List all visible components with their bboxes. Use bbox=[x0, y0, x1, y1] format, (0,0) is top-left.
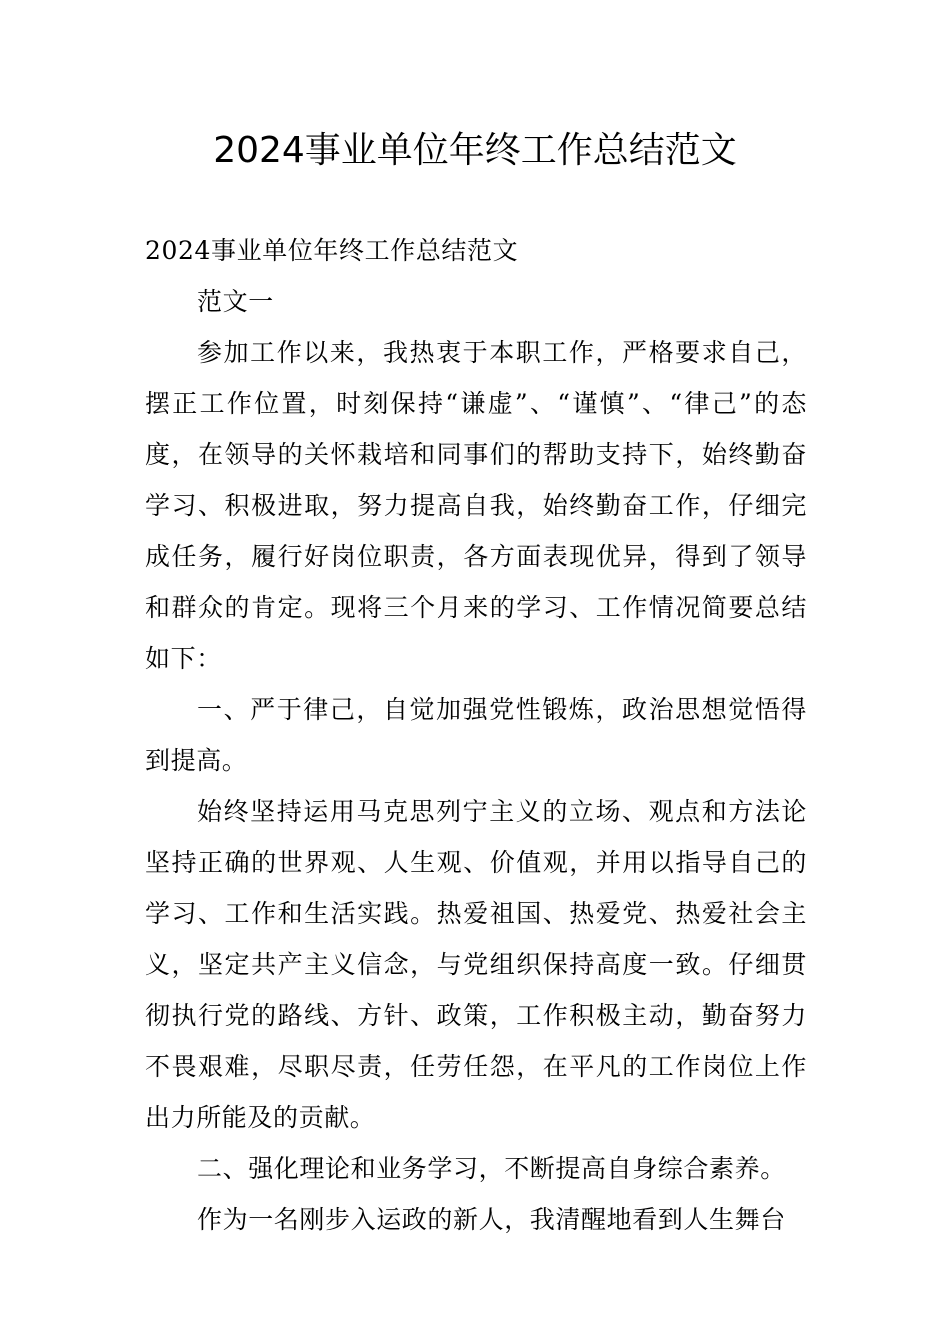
document-body bbox=[145, 225, 807, 1245]
document-subtitle: 2024事业单位年终工作总结范文 bbox=[145, 236, 519, 265]
document-title: 2024事业单位年终工作总结范文 bbox=[213, 130, 737, 171]
section-label: 范文一 bbox=[197, 287, 274, 316]
paragraph-intro: 参加工作以来，我热衷于本职工作，严格要求自己，摆正工作位置，时刻保持“谦虚”、“谨慎”、“律己”的态度，在领导的关怀栽培和同事们的帮助支持下，始终勤奋学习、积极进取，努力提高自我，始终勤奋工作，仔细完成任务，履行好岗位职责，各方面表现优异，得到了领导和群众的肯定。现将三个月来的学习、工作情况简要总结如下： bbox=[145, 338, 807, 673]
heading-section-one: 一、严于律己，自觉加强党性锻炼，政治思想觉悟得到提高。 bbox=[145, 695, 807, 775]
heading-section-two: 二、强化理论和业务学习，不断提高自身综合素养。 bbox=[197, 1154, 786, 1183]
paragraph-section-one: 始终坚持运用马克思列宁主义的立场、观点和方法论坚持正确的世界观、人生观、价值观，并用以指导自己的学习、工作和生活实践。热爱祖国、热爱党、热爱社会主义，坚定共产主义信念，与党组织保持高度一致。仔细贯彻执行党的路线、方针、政策，工作积极主动，勤奋努力不畏艰难，尽职尽责，任劳任怨，在平凡的工作岗位上作出力所能及的贡献。 bbox=[145, 797, 807, 1132]
paragraph-section-two: 作为一名刚步入运政的新人，我清醒地看到人生舞台 bbox=[197, 1205, 786, 1234]
